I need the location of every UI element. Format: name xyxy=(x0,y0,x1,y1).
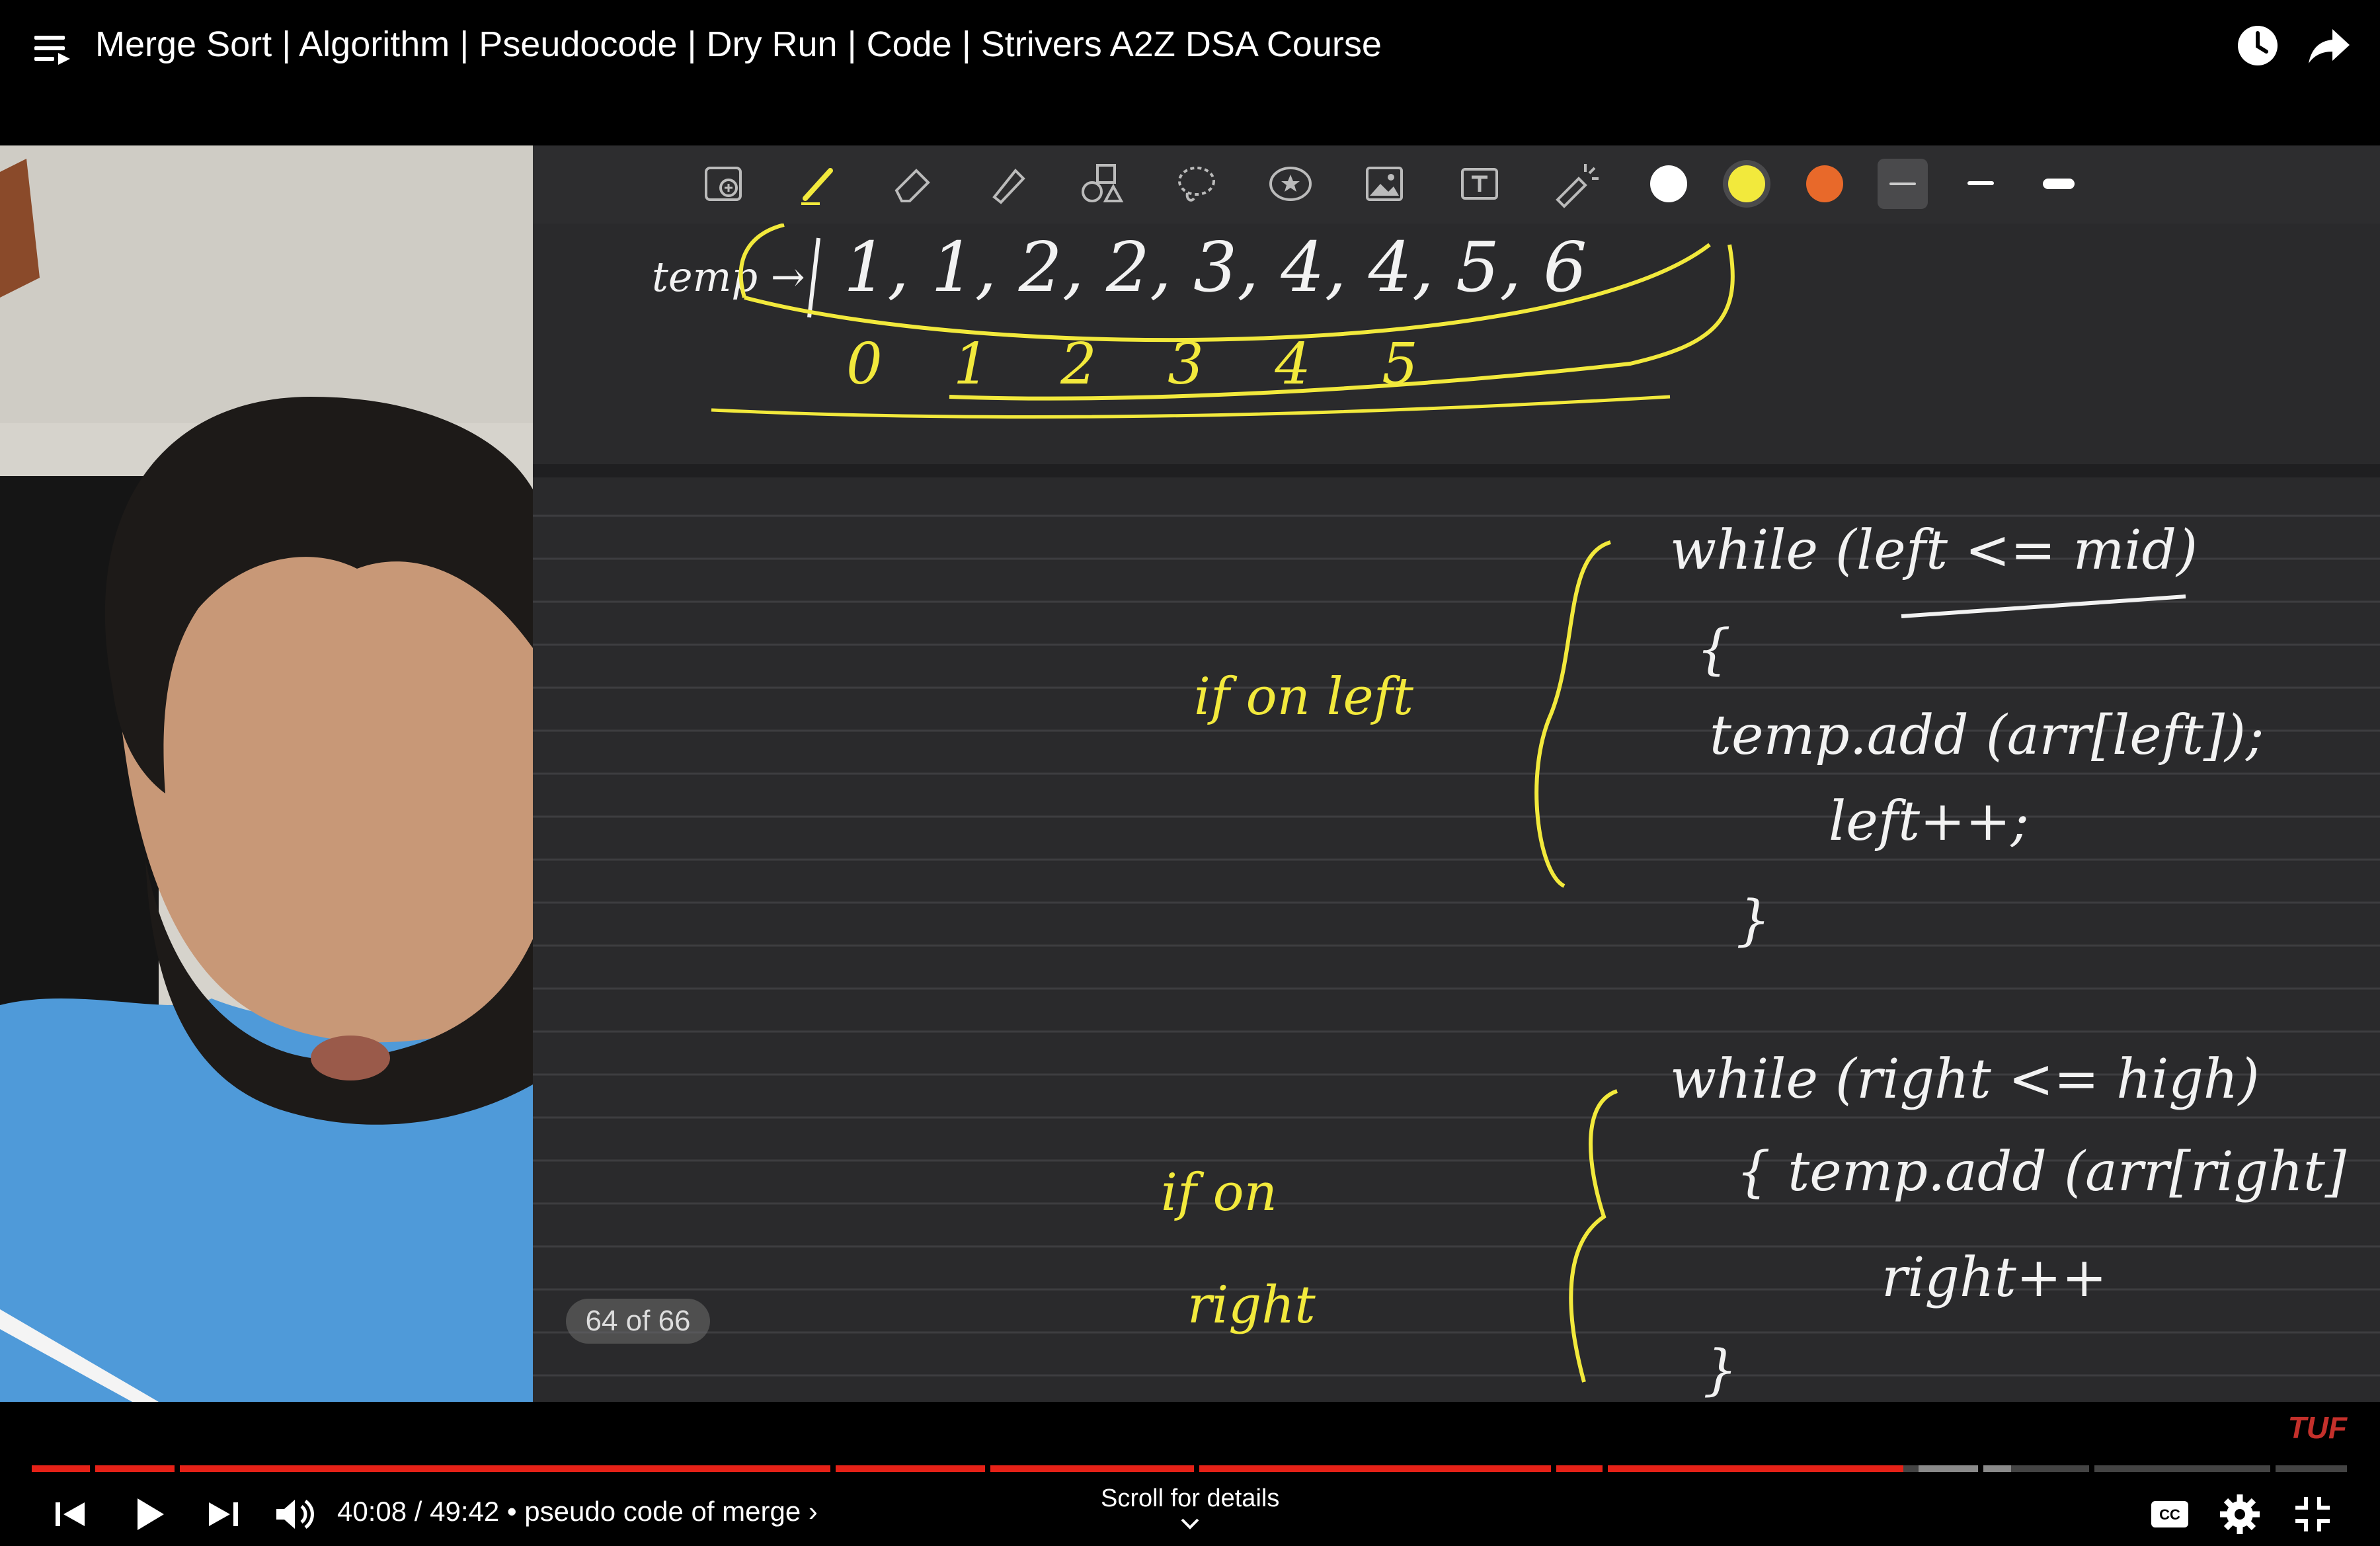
annotation-toolbar xyxy=(533,145,2380,224)
annotation-if-on: if on xyxy=(1161,1163,1277,1223)
chapter-marker xyxy=(985,1465,990,1472)
color-yellow-swatch[interactable] xyxy=(1722,159,1772,209)
share-icon[interactable] xyxy=(2306,22,2352,69)
lasso-icon[interactable] xyxy=(1171,159,1222,209)
page-indicator: 64 of 66 xyxy=(566,1299,710,1344)
time-and-chapter[interactable] xyxy=(337,1496,818,1527)
chapter-chevron-icon: › xyxy=(808,1496,818,1527)
color-white-swatch[interactable] xyxy=(1644,159,1694,209)
playlist-menu-icon[interactable] xyxy=(33,32,73,66)
highlighter-icon[interactable] xyxy=(982,159,1033,209)
image-icon[interactable] xyxy=(1359,159,1409,209)
presenter-illustration xyxy=(0,145,533,1402)
chapter-marker xyxy=(1603,1465,1608,1472)
code-left-line-5: } xyxy=(1736,889,1771,952)
eraser-icon[interactable] xyxy=(887,159,937,209)
laser-pointer-icon[interactable] xyxy=(1548,159,1599,209)
code-left-line-2: { xyxy=(1696,618,1731,681)
sticker-icon[interactable] xyxy=(1265,159,1316,209)
progress-played xyxy=(32,1465,1903,1472)
chapter-marker xyxy=(830,1465,836,1472)
temp-divider xyxy=(809,238,818,317)
code-left-line-4: left++; xyxy=(1829,790,2030,853)
left-brace xyxy=(1536,542,1610,886)
settings-gear-icon[interactable] xyxy=(2213,1488,2266,1541)
captions-icon[interactable] xyxy=(2143,1488,2196,1541)
code-left-line-1: while (left <= mid) xyxy=(1670,519,2198,582)
stroke-thick-option[interactable] xyxy=(2034,159,2084,209)
annotation-if-on-left: if on left xyxy=(1194,667,1413,727)
chapter-marker xyxy=(2089,1465,2094,1472)
volume-icon[interactable] xyxy=(267,1488,320,1541)
chapter-marker xyxy=(1551,1465,1556,1472)
code-right-line-3: right++ xyxy=(1882,1246,2108,1309)
chapter-marker xyxy=(175,1465,180,1472)
shapes-icon[interactable] xyxy=(1076,159,1127,209)
zoom-image-icon[interactable] xyxy=(698,159,748,209)
code-left-line-3: temp.add (arr[left]); xyxy=(1710,704,2264,767)
color-orange-swatch[interactable] xyxy=(1800,159,1850,209)
video-title[interactable]: Merge Sort | Algorithm | Pseudocode | Dry Run | Code | Strivers A2Z DSA Course xyxy=(95,24,1382,64)
right-brace xyxy=(1571,1091,1617,1382)
next-icon[interactable] xyxy=(197,1488,250,1541)
progress-bar[interactable] xyxy=(32,1465,2347,1472)
temp-label: temp → xyxy=(652,253,805,301)
top-bar xyxy=(0,0,2380,145)
stroke-medium-option[interactable] xyxy=(1956,159,2006,209)
code-right-line-4: } xyxy=(1703,1339,1738,1402)
chapter-separator: • xyxy=(506,1496,517,1527)
annotation-right: right xyxy=(1187,1276,1316,1335)
presenter-camera-panel xyxy=(0,145,533,1402)
watch-later-clock-icon[interactable] xyxy=(2235,22,2281,69)
chapter-marker xyxy=(2270,1465,2276,1472)
tuf-watermark: TUF xyxy=(2287,1410,2347,1445)
play-icon[interactable] xyxy=(122,1488,175,1541)
progress-buffered xyxy=(1919,1465,2011,1472)
text-box-icon[interactable] xyxy=(1454,159,1505,209)
chevron-down-icon[interactable] xyxy=(1175,1514,1205,1534)
chapter-title[interactable]: pseudo code of merge xyxy=(524,1496,801,1527)
exit-fullscreen-icon[interactable] xyxy=(2286,1488,2339,1541)
scroll-for-details[interactable]: Scroll for details xyxy=(1101,1485,1280,1512)
code-right-line-2: { temp.add (arr[right] xyxy=(1736,1141,2346,1203)
previous-icon[interactable] xyxy=(44,1488,97,1541)
chapter-marker xyxy=(1978,1465,1983,1472)
svg-text:CC: CC xyxy=(2159,1506,2180,1523)
temp-array-values: 1, 1, 2, 2, 3, 4, 4, 5, 6 xyxy=(844,227,1587,307)
goodnotes-canvas xyxy=(533,145,2380,1402)
chapter-marker xyxy=(1194,1465,1199,1472)
handwritten-notes xyxy=(533,145,2380,1402)
temp-array-indices: 0 1 2 3 4 5 xyxy=(846,331,1445,397)
code-right-line-1: while (right <= high) xyxy=(1670,1048,2260,1111)
chapter-marker xyxy=(90,1465,95,1472)
pen-icon[interactable] xyxy=(793,159,844,209)
time-display: 40:08 / 49:42 xyxy=(337,1496,500,1527)
stroke-thin-option[interactable] xyxy=(1878,159,1928,209)
